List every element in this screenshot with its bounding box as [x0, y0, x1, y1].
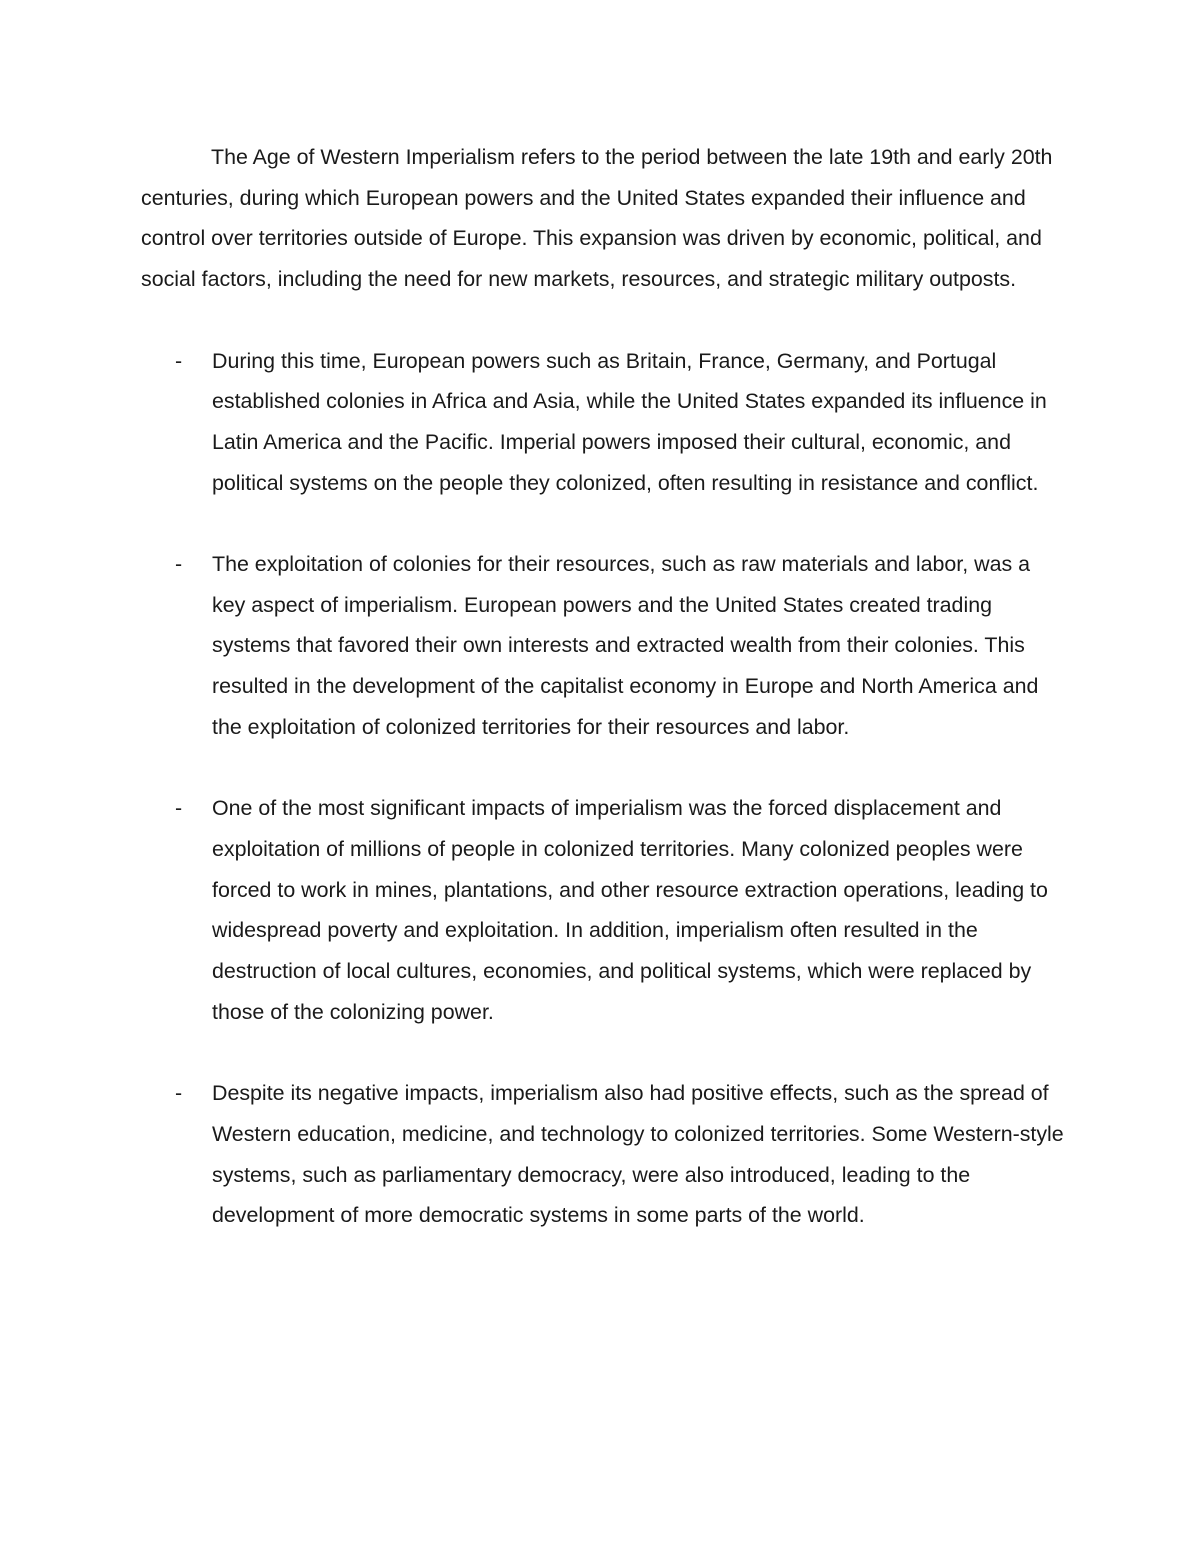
bullet-text: One of the most significant impacts of imperialism was the forced displacement and exploitation of millions of people in colonized territories. Many colonized peoples were forced to work in mines, plantations, and other resource extraction operations, leading to widespread poverty and exploitation. In addition, imperialism often resulted in the destruction of local cultures, economies, and political systems, which were replaced by those of the colonizing power. [212, 796, 1048, 1024]
bullet-text: During this time, European powers such as Britain, France, Germany, and Portugal established colonies in Africa and Asia, while the United States expanded its influence in Latin America and the Pacific. Imperial powers imposed their cultural, economic, and political systems on the people they colonized, often resulting in resistance and conflict. [212, 348, 1047, 495]
bullet-dash: - [175, 348, 183, 373]
bullet-item [141, 1073, 1066, 1236]
bullet-item [141, 788, 1066, 1032]
bullet-text: The exploitation of colonies for their resources, such as raw materials and labor, was a key aspect of imperialism. European powers and the United States created trading systems that favored their own interests and extracted wealth from their colonies. This resulted in the development of the capitalist economy in Europe and North America and the exploitation of colonized territories for their resources and labor. [212, 552, 1039, 739]
document-body [141, 137, 1066, 1277]
bullet-item [141, 341, 1066, 504]
bullet-dash: - [175, 1081, 183, 1106]
bullet-text: Despite its negative impacts, imperialism also had positive effects, such as the spread of Western education, medicine, and technology to colonized territories. Some Western-style systems, such as parliamentary democracy, were also introduced, leading to the development of more democratic systems in some parts of the world. [212, 1081, 1064, 1228]
bullet-dash: - [175, 552, 183, 576]
bullet-item [141, 544, 1066, 748]
bullet-dash: - [175, 796, 183, 821]
intro-paragraph: The Age of Western Imperialism refers to the period between the late 19th and early 20th centuries, during which European powers and the United States expanded their influence and control over territories outside of Europe. This expansion was driven by economic, political, and social factors, including the need for new markets, resources, and strategic military outposts. [141, 145, 1053, 292]
bullet-list [141, 341, 1066, 1236]
